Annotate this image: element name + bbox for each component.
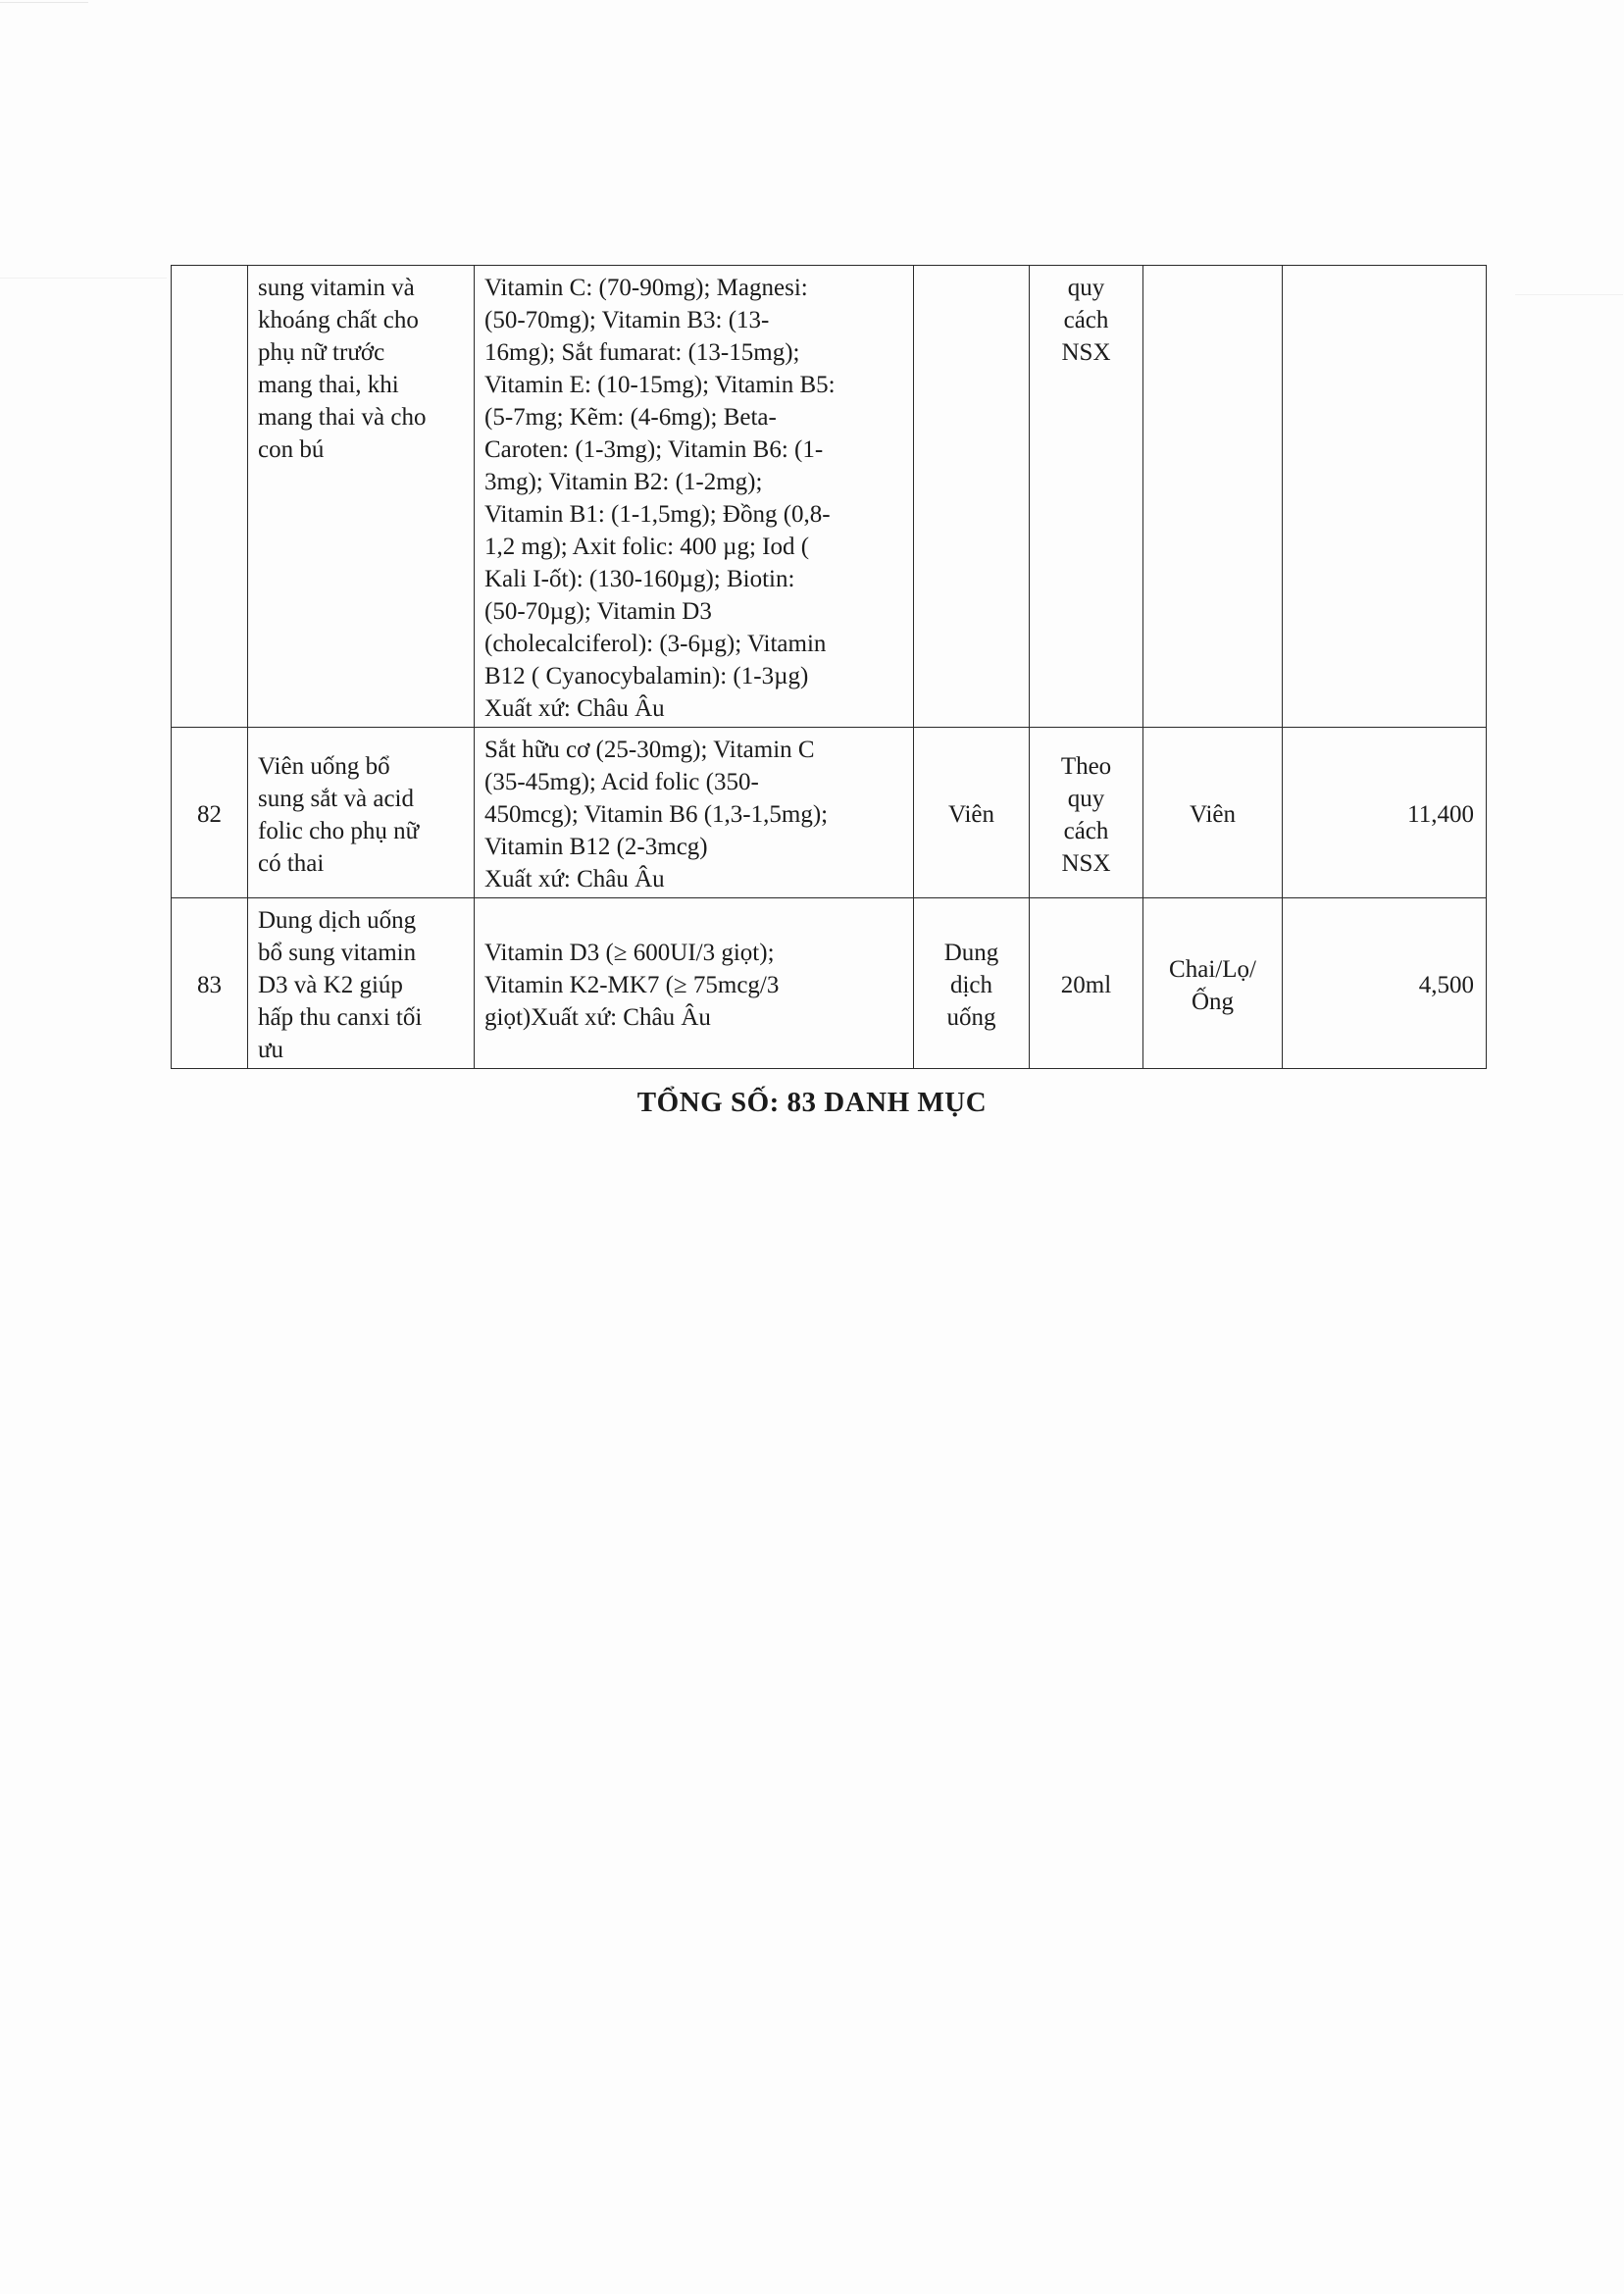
- product-name: Dung dịch uống bổ sung vitamin D3 và K2 giúp hấp thu canxi tối ưu: [258, 907, 423, 1063]
- row-number: 83: [197, 972, 222, 998]
- dosage-form: Viên: [947, 801, 995, 828]
- packaging-cell: [1030, 266, 1143, 728]
- stt-cell: [172, 728, 248, 898]
- scan-artifact: [1515, 294, 1623, 295]
- packaging-cell: [1030, 898, 1143, 1069]
- specification-cell: [475, 266, 914, 728]
- specification: Vitamin C: (70-90mg); Magnesi: (50-70mg); Vitamin B3: (13- 16mg); Sắt fumarat: (13-15mg); Vitamin E: (10-15mg); Vitamin B5: (5-7mg; Kẽm: (4-6mg); Beta- Caroten: (1-3mg); Vitamin B6: (1- 3mg); Vitamin B2: (1-2mg); Vitamin B1: (1-1,5mg); Đồng (0,8- 1,2 mg); Axit folic: 400 µg; Iod ( Kali I-ốt): (130-160µg); Biotin: (50-70µg); Vitamin D3 (cholecalciferol): (3-6µg); Vitamin B12 ( Cyanocybalamin): (1-3µg) Xuất xứ: Châu Âu: [484, 275, 836, 722]
- product-name-cell: [248, 728, 475, 898]
- unit: Chai/Lọ/ Ống: [1169, 955, 1256, 1015]
- specification-cell: [475, 728, 914, 898]
- product-name: sung vitamin và khoáng chất cho phụ nữ trước mang thai, khi mang thai và cho con bú: [258, 275, 427, 463]
- unit-cell: [1143, 898, 1283, 1069]
- product-name-cell: [248, 898, 475, 1069]
- stt-cell: [172, 898, 248, 1069]
- product-name-cell: [248, 266, 475, 728]
- dosage-form-cell: [914, 898, 1030, 1069]
- specification: Vitamin D3 (≥ 600UI/3 giọt); Vitamin K2-MK7 (≥ 75mcg/3 giọt)Xuất xứ: Châu Âu: [484, 940, 780, 1031]
- product-name: Viên uống bổ sung sắt và acid folic cho phụ nữ có thai: [258, 752, 420, 877]
- row-number: 82: [197, 801, 222, 828]
- unit: Viên: [1189, 801, 1237, 828]
- unit-cell: [1143, 728, 1283, 898]
- table-row: [172, 266, 1487, 728]
- specification-cell: [475, 898, 914, 1069]
- packaging: quy cách NSX: [1061, 275, 1111, 366]
- quantity-cell: [1283, 898, 1487, 1069]
- dosage-form-cell: [914, 266, 1030, 728]
- quantity-cell: [1283, 728, 1487, 898]
- table-row: [172, 898, 1487, 1069]
- quantity-cell: [1283, 266, 1487, 728]
- product-list-table: [171, 265, 1487, 1069]
- stt-cell: [172, 266, 248, 728]
- packaging: Theo quy cách NSX: [1060, 752, 1112, 877]
- scan-artifact: [0, 278, 167, 279]
- total-count-heading: TỔNG SỐ: 83 DANH MỤC: [636, 1087, 988, 1118]
- packaging-cell: [1030, 728, 1143, 898]
- unit-cell: [1143, 266, 1283, 728]
- dosage-form-cell: [914, 728, 1030, 898]
- quantity: 4,500: [1418, 972, 1474, 998]
- table-row: [172, 728, 1487, 898]
- packaging: 20ml: [1060, 972, 1112, 998]
- specification: Sắt hữu cơ (25-30mg); Vitamin C (35-45mg); Acid folic (350- 450mcg); Vitamin B6 (1,3-1,5mg); Vitamin B12 (2-3mcg) Xuất xứ: Châu Âu: [484, 737, 829, 892]
- scan-artifact: [0, 2, 88, 3]
- dosage-form: Dung dịch uống: [943, 940, 999, 1031]
- quantity: 11,400: [1407, 801, 1474, 828]
